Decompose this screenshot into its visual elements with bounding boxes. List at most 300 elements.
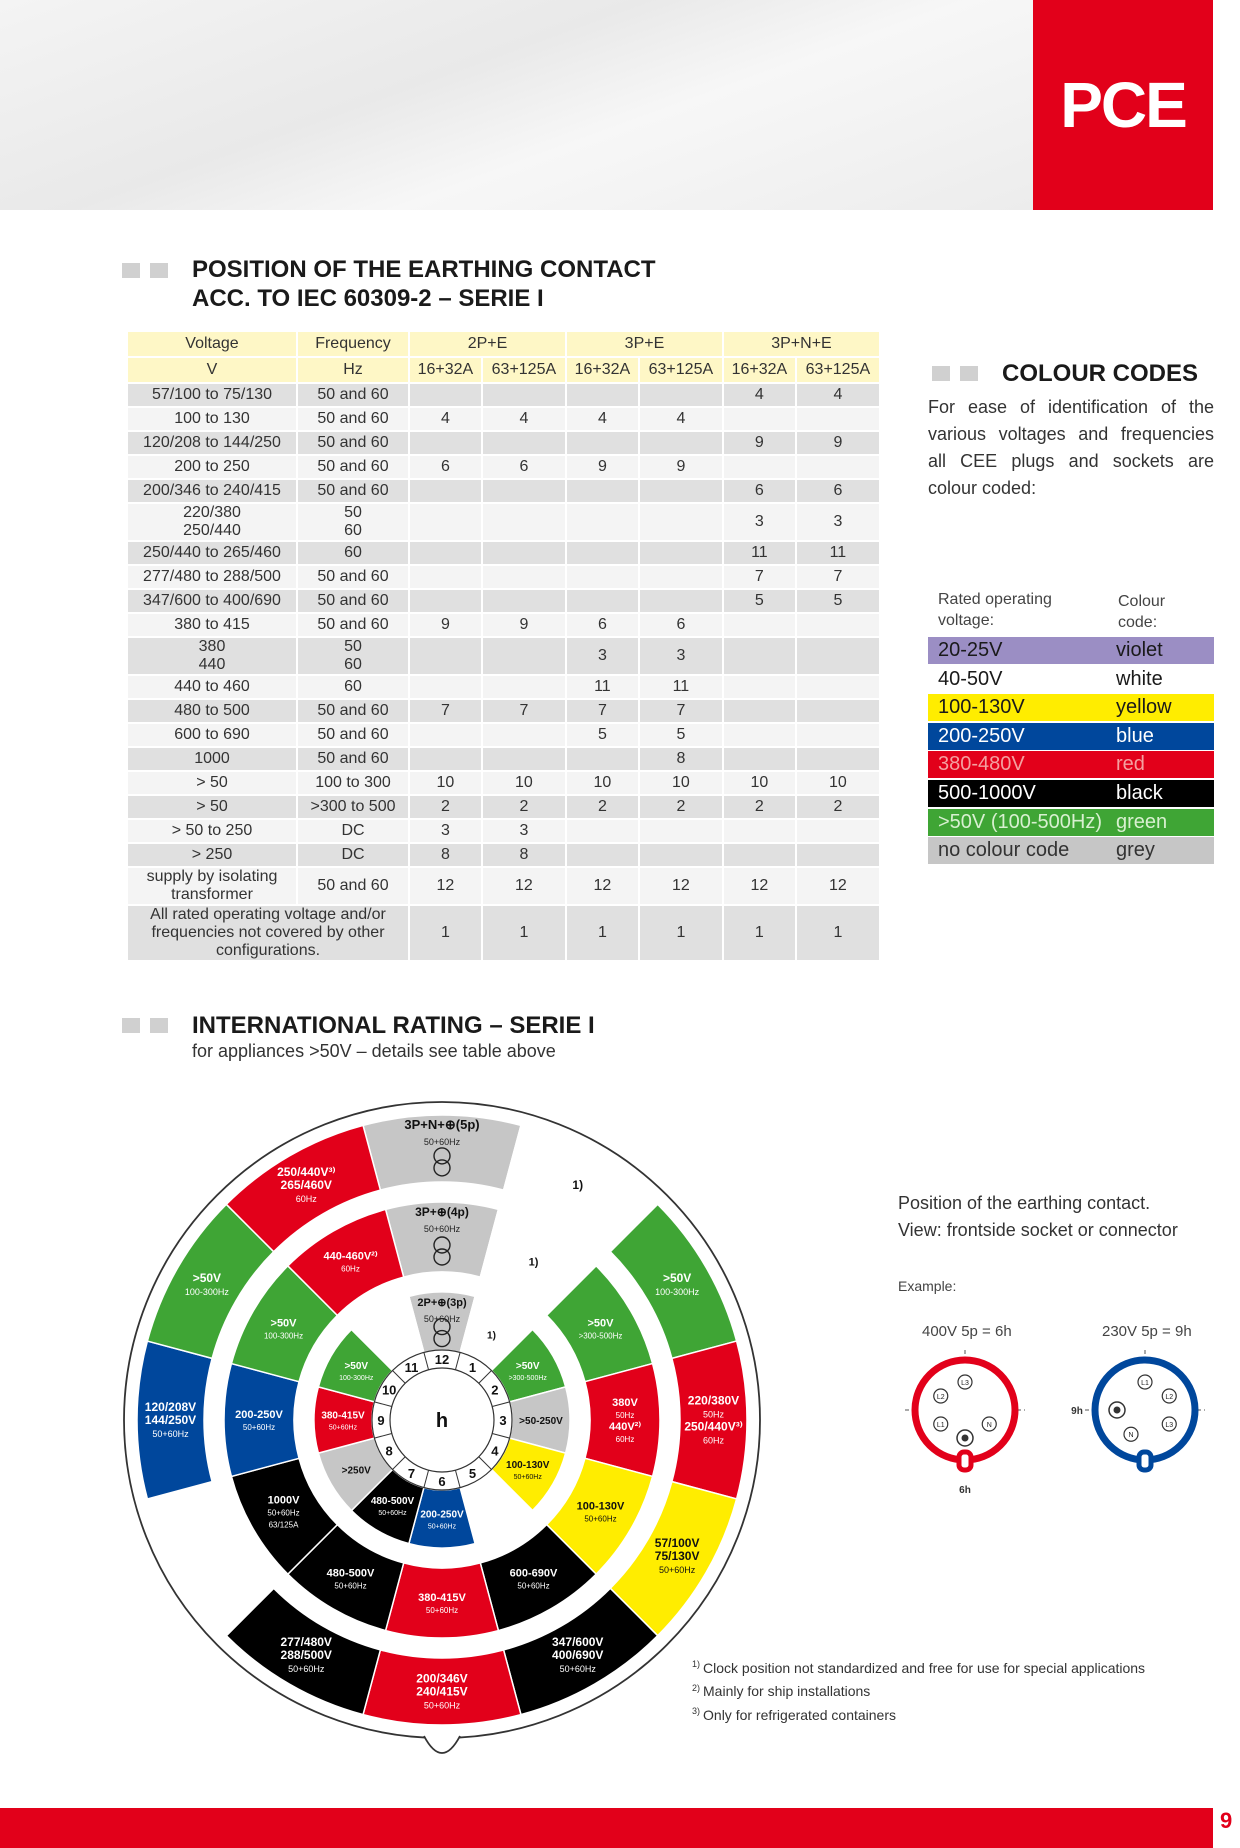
- table-cell: [724, 456, 795, 478]
- sector-label: 50+60Hz: [152, 1429, 189, 1439]
- table-cell: 6: [410, 456, 481, 478]
- pin-label: L2: [1165, 1394, 1174, 1401]
- table-cell: [410, 748, 481, 770]
- table-cell: 1: [797, 906, 879, 960]
- table-cell: 3: [724, 504, 795, 540]
- table-cell: > 250: [128, 844, 296, 866]
- colour-code-row: [928, 666, 1214, 693]
- clock-key-notch: [424, 1736, 460, 1753]
- sector-label: 380-415V: [321, 1410, 365, 1422]
- sector-label: 50+60Hz: [288, 1664, 325, 1675]
- table-cell: 12: [410, 868, 481, 904]
- table-cell: 5: [640, 724, 722, 746]
- table-cell: [567, 432, 638, 454]
- table-cell: 2: [724, 796, 795, 818]
- table-row: [128, 676, 879, 698]
- sector-label: >50V: [344, 1361, 369, 1372]
- colour-code-row: [928, 837, 1214, 864]
- table-cell: 6: [724, 480, 795, 502]
- table-row: [128, 432, 879, 454]
- table-cell: [567, 480, 638, 502]
- left-hour-label: 6h: [959, 1485, 971, 1496]
- footnote-mark: 2): [692, 1682, 701, 1693]
- table-cell: [797, 700, 879, 722]
- table-cell: [797, 820, 879, 842]
- table-cell: 480 to 500: [128, 700, 296, 722]
- sector-label: 50+60Hz: [242, 1423, 276, 1432]
- colour-voltage: 100-130V: [938, 696, 1025, 719]
- table-cell: [410, 724, 481, 746]
- table-cell: 250/440 to 265/460: [128, 542, 296, 564]
- table-cell: 6: [483, 456, 565, 478]
- table-cell: [724, 700, 795, 722]
- hz-label: 50+60Hz: [423, 1137, 461, 1147]
- table-cell: [640, 432, 722, 454]
- table-cell: [410, 638, 481, 674]
- sector-label: >50V: [662, 1270, 692, 1285]
- table-cell: [797, 638, 879, 674]
- table-row: [128, 542, 879, 564]
- sector-label: 440V²⁾: [608, 1421, 642, 1433]
- table-cell: 50 and 60: [298, 614, 408, 636]
- table-cell: 1: [640, 906, 722, 960]
- table-cell: 10: [640, 772, 722, 794]
- footnote-text: Only for refrigerated containers: [703, 1706, 896, 1723]
- table-cell: 5: [567, 724, 638, 746]
- colour-voltage: 200-250V: [938, 724, 1025, 747]
- sector-label: 220/380V: [687, 1393, 740, 1408]
- table-cell: 10: [483, 772, 565, 794]
- hour-number: 11: [404, 1360, 419, 1376]
- sector-label: 480-500V: [370, 1496, 415, 1508]
- sector-label: 1): [528, 1256, 539, 1269]
- table-cell: [724, 748, 795, 770]
- table-cell: supply by isolating transformer: [128, 868, 296, 904]
- table-row: [128, 844, 879, 866]
- table-cell: 5: [797, 590, 879, 612]
- subheader-cell: 16+32A: [567, 358, 638, 382]
- sector-label: 380-415V: [418, 1592, 466, 1604]
- table-cell: 3: [410, 820, 481, 842]
- table-cell: [410, 676, 481, 698]
- sector-label: 380V: [612, 1397, 638, 1409]
- table-cell: [410, 480, 481, 502]
- sector-label: >50V: [192, 1270, 222, 1285]
- table-cell: [640, 590, 722, 612]
- hour-number: 8: [385, 1443, 393, 1459]
- mid-ring-title: 3P+⊕(4p): [415, 1205, 469, 1219]
- table-cell: 50 and 60: [298, 590, 408, 612]
- table-cell: 7: [410, 700, 481, 722]
- table-row: [128, 748, 879, 770]
- colour-voltage: 40-50V: [938, 667, 1003, 690]
- table-cell: [797, 456, 879, 478]
- hour-number: 5: [468, 1465, 477, 1481]
- earthing-position-note: Position of the earthing contact. View: frontside socket or connector: [898, 1193, 1178, 1240]
- colour-voltage: >50V (100-500Hz): [938, 810, 1102, 833]
- table-header-row-2: [128, 358, 879, 382]
- table-cell: 50 and 60: [298, 432, 408, 454]
- table-cell: [640, 384, 722, 406]
- example-label: Example:: [898, 1278, 957, 1294]
- sector-label: 100-300Hz: [184, 1286, 229, 1297]
- footnote: [692, 1701, 1145, 1725]
- example-right-caption: 230V 5p = 9h: [1102, 1323, 1192, 1340]
- table-cell: All rated operating voltage and/or frequencies not covered by other configurations.: [128, 906, 408, 960]
- table-cell: 3: [797, 504, 879, 540]
- table-cell: [724, 676, 795, 698]
- table-cell: 7: [797, 566, 879, 588]
- sector-label: 50+60Hz: [513, 1474, 542, 1481]
- table-cell: 12: [483, 868, 565, 904]
- pin-label: N: [1128, 1432, 1134, 1440]
- table-cell: [567, 820, 638, 842]
- example-left-caption: 400V 5p = 6h: [922, 1323, 1012, 1340]
- brand-logo: PCE: [1033, 0, 1213, 210]
- sector-label: 1000V: [267, 1494, 300, 1507]
- colour-voltage: 20-25V: [938, 639, 1003, 661]
- table-row: [128, 820, 879, 842]
- table-cell: 11: [567, 676, 638, 698]
- table-cell: 11: [640, 676, 722, 698]
- table-cell: 1000: [128, 748, 296, 770]
- table-cell: 9: [567, 456, 638, 478]
- sector-label: 240/415V: [416, 1684, 468, 1699]
- table-cell: DC: [298, 844, 408, 866]
- colour-code-row: [928, 780, 1214, 807]
- sector-label: 265/460V: [280, 1177, 332, 1192]
- table-cell: 1: [483, 906, 565, 960]
- mid-ring-sector: [585, 1364, 660, 1477]
- table-cell: [640, 504, 722, 540]
- pin-label: L3: [1165, 1422, 1174, 1429]
- socket-key: [1139, 1452, 1151, 1470]
- table-row: [128, 724, 879, 746]
- section-bullet: [932, 366, 978, 381]
- pin-label: L2: [936, 1394, 945, 1401]
- table-cell: [797, 614, 879, 636]
- table-cell: 7: [567, 700, 638, 722]
- table-cell: 9: [797, 432, 879, 454]
- table-cell: [567, 590, 638, 612]
- hz-label: 50+60Hz: [423, 1314, 461, 1324]
- sector-label: 100-300Hz: [655, 1286, 700, 1297]
- colour-name: white: [1116, 667, 1163, 690]
- table-cell: 3: [640, 638, 722, 674]
- subheader-cell: Hz: [298, 358, 408, 382]
- sector-label: 250/440V³⁾: [277, 1164, 336, 1179]
- table-cell: 10: [410, 772, 481, 794]
- table-cell: 50 and 60: [298, 384, 408, 406]
- footnote-mark: 3): [692, 1706, 701, 1717]
- page-number: 9: [1220, 1808, 1233, 1833]
- sector-label: 50+60Hz: [425, 1606, 459, 1615]
- table-cell: 7: [724, 566, 795, 588]
- footnotes: [692, 1654, 1145, 1725]
- pin-label: L1: [1141, 1380, 1149, 1387]
- table-cell: 6: [567, 614, 638, 636]
- table-cell: 9: [410, 614, 481, 636]
- table-cell: [567, 504, 638, 540]
- table-cell: [483, 748, 565, 770]
- table-cell: [567, 566, 638, 588]
- sector-label: 100-300Hz: [339, 1375, 374, 1382]
- table-cell: 12: [567, 868, 638, 904]
- table-cell: 11: [797, 542, 879, 564]
- clock-diagram: [122, 1080, 762, 1800]
- table-row: [128, 384, 879, 406]
- table-header-row-1: [128, 332, 879, 356]
- table-cell: 10: [724, 772, 795, 794]
- table-cell: 347/600 to 400/690: [128, 590, 296, 612]
- sector-label: 50Hz: [702, 1409, 725, 1420]
- sector-label: 144/250V: [144, 1413, 197, 1427]
- colour-name: green: [1116, 810, 1168, 833]
- section1-title: POSITION OF THE EARTHING CONTACT ACC. TO IEC 60309-2 – SERIE I: [192, 256, 656, 312]
- table-cell: [410, 590, 481, 612]
- table-cell: 2: [567, 796, 638, 818]
- hour-number: 6: [438, 1474, 446, 1489]
- table-cell: 8: [410, 844, 481, 866]
- table-cell: [483, 432, 565, 454]
- table-cell: [724, 638, 795, 674]
- table-cell: [410, 504, 481, 540]
- section-bullet: [122, 263, 168, 278]
- table-cell: [410, 432, 481, 454]
- table-cell: [640, 820, 722, 842]
- outer-ring-title: 3P+N+⊕(5p): [404, 1117, 480, 1132]
- table-cell: [640, 566, 722, 588]
- sector-label: >50V: [270, 1317, 297, 1330]
- sector-label: 50+60Hz: [517, 1581, 550, 1591]
- col-3pe: 3P+E: [567, 332, 722, 356]
- section2-title: INTERNATIONAL RATING – SERIE I: [192, 1012, 595, 1039]
- col-frequency: Frequency: [298, 332, 408, 356]
- table-cell: [483, 384, 565, 406]
- subheader-cell: 63+125A: [483, 358, 565, 382]
- hour-number: 12: [434, 1352, 450, 1367]
- colour-code-row: [928, 637, 1214, 664]
- table-cell: 2: [483, 796, 565, 818]
- footnote-text: Clock position not standardized and free for use for special applications: [703, 1659, 1146, 1676]
- col-3pne: 3P+N+E: [724, 332, 879, 356]
- table-cell: 380 to 415: [128, 614, 296, 636]
- colour-codes-text: For ease of identification of the various voltages and frequencies all CEE plugs and sockets are colour coded:: [928, 397, 1214, 498]
- earthing-position-table: [126, 330, 881, 962]
- sector-label: 100-300Hz: [263, 1331, 304, 1341]
- sector-label: >250V: [341, 1465, 371, 1477]
- colour-col-voltage: Rated operating voltage:: [938, 591, 1052, 629]
- table-cell: [724, 844, 795, 866]
- table-row: [128, 590, 879, 612]
- table-cell: [483, 590, 565, 612]
- table-cell: 12: [640, 868, 722, 904]
- sector-label: >300-500Hz: [578, 1331, 623, 1341]
- sector-label: 1): [487, 1330, 496, 1342]
- table-row: [128, 772, 879, 794]
- table-cell: [567, 542, 638, 564]
- table-cell: 4: [640, 408, 722, 430]
- hz-label: 50+60Hz: [423, 1224, 461, 1234]
- sector-label: 288/500V: [280, 1648, 332, 1663]
- sector-label: 277/480V: [280, 1635, 332, 1650]
- table-cell: 6: [640, 614, 722, 636]
- sector-label: >50V: [515, 1361, 540, 1372]
- colour-col-code: Colour code:: [1118, 593, 1166, 631]
- socket-key: [959, 1452, 971, 1470]
- table-row: [128, 796, 879, 818]
- colour-code-row: [928, 694, 1214, 721]
- table-cell: 9: [483, 614, 565, 636]
- table-cell: 57/100 to 75/130: [128, 384, 296, 406]
- table-cell: 60: [298, 542, 408, 564]
- table-cell: 50 60: [298, 504, 408, 540]
- hour-number: 1: [468, 1360, 477, 1376]
- table-cell: 7: [483, 700, 565, 722]
- table-cell: [724, 724, 795, 746]
- table-cell: 50 and 60: [298, 408, 408, 430]
- sector-label: 100-130V: [576, 1500, 625, 1513]
- sector-label: 440-460V²⁾: [323, 1250, 378, 1263]
- table-cell: [797, 724, 879, 746]
- table-cell: [724, 614, 795, 636]
- hour-number: 4: [491, 1443, 499, 1459]
- sector-label: 50+60Hz: [427, 1523, 457, 1531]
- table-cell: 2: [797, 796, 879, 818]
- table-cell: [483, 480, 565, 502]
- sector-label: 200/346V: [416, 1671, 468, 1686]
- table-cell: [567, 384, 638, 406]
- colour-name: red: [1116, 753, 1145, 776]
- table-cell: 50 and 60: [298, 724, 408, 746]
- sector-label: >300-500Hz: [508, 1375, 547, 1382]
- hour-number: 9: [377, 1413, 385, 1428]
- colour-code-row: [928, 723, 1214, 750]
- sector-label: 50+60Hz: [267, 1508, 300, 1518]
- sector-label: 50+60Hz: [584, 1514, 617, 1524]
- colour-name: grey: [1116, 839, 1155, 862]
- table-cell: 120/208 to 144/250: [128, 432, 296, 454]
- pin-label: L3: [961, 1380, 969, 1387]
- table-cell: [483, 638, 565, 674]
- table-cell: 9: [640, 456, 722, 478]
- subheader-cell: 16+32A: [724, 358, 795, 382]
- table-cell: [410, 566, 481, 588]
- table-cell: 3: [567, 638, 638, 674]
- earth-pin-icon: [962, 1435, 969, 1442]
- table-cell: 12: [797, 868, 879, 904]
- table-row: [128, 906, 879, 960]
- table-cell: 7: [640, 700, 722, 722]
- table-cell: [797, 748, 879, 770]
- colour-code-row: [928, 809, 1214, 836]
- table-cell: 8: [483, 844, 565, 866]
- section2-subtitle: for appliances >50V – details see table above: [192, 1041, 556, 1061]
- sector-label: 50+60Hz: [423, 1700, 461, 1711]
- sector-label: 50+60Hz: [559, 1664, 596, 1675]
- sector-label: 50+60Hz: [328, 1424, 358, 1432]
- subheader-cell: 16+32A: [410, 358, 481, 382]
- table-cell: 60: [298, 676, 408, 698]
- table-cell: DC: [298, 820, 408, 842]
- table-row: [128, 614, 879, 636]
- table-cell: [567, 748, 638, 770]
- table-row: [128, 700, 879, 722]
- table-row: [128, 566, 879, 588]
- center-h-label: h: [435, 1410, 449, 1432]
- sector-label: 50+60Hz: [658, 1564, 696, 1575]
- sector-label: 75/130V: [654, 1548, 700, 1563]
- table-cell: [483, 566, 565, 588]
- footnote-text: Mainly for ship installations: [703, 1683, 871, 1700]
- sector-label: >50V: [587, 1317, 614, 1330]
- colour-code-row: [928, 751, 1214, 778]
- sector-label: 63/125A: [268, 1520, 299, 1530]
- colour-codes-title: COLOUR CODES: [1002, 360, 1199, 387]
- table-cell: 10: [797, 772, 879, 794]
- inner-ring-title: 2P+⊕(3p): [417, 1297, 467, 1309]
- section-bullet: [122, 1018, 168, 1033]
- sector-label: >50-250V: [519, 1416, 563, 1427]
- table-cell: [797, 676, 879, 698]
- table-cell: > 50: [128, 772, 296, 794]
- table-cell: 10: [567, 772, 638, 794]
- table-cell: 6: [797, 480, 879, 502]
- table-cell: 4: [724, 384, 795, 406]
- table-cell: 220/380 250/440: [128, 504, 296, 540]
- table-cell: [797, 408, 879, 430]
- subheader-cell: 63+125A: [797, 358, 879, 382]
- table-cell: 4: [567, 408, 638, 430]
- table-cell: 380 440: [128, 638, 296, 674]
- footnote: [692, 1678, 1145, 1702]
- sector-label: 400/690V: [552, 1648, 604, 1663]
- footer-bar: [0, 1808, 1213, 1848]
- table-row: [128, 456, 879, 478]
- table-cell: 50 and 60: [298, 700, 408, 722]
- table-cell: 4: [410, 408, 481, 430]
- earth-pin-icon: [1114, 1407, 1121, 1414]
- table-cell: 50 and 60: [298, 456, 408, 478]
- table-row: [128, 408, 879, 430]
- table-cell: 1: [410, 906, 481, 960]
- table-cell: >300 to 500: [298, 796, 408, 818]
- table-cell: 4: [797, 384, 879, 406]
- sector-label: 600-690V: [509, 1567, 558, 1580]
- table-cell: [483, 676, 565, 698]
- table-cell: [724, 408, 795, 430]
- table-cell: [640, 480, 722, 502]
- sector-label: 1): [572, 1177, 584, 1192]
- table-cell: [797, 844, 879, 866]
- table-cell: 4: [483, 408, 565, 430]
- table-cell: 2: [410, 796, 481, 818]
- table-cell: [410, 384, 481, 406]
- colour-voltage: no colour code: [938, 839, 1070, 862]
- sector-label: 200-250V: [235, 1409, 283, 1421]
- table-cell: [567, 844, 638, 866]
- table-cell: 50 and 60: [298, 748, 408, 770]
- sector-label: 50+60Hz: [334, 1581, 367, 1591]
- table-cell: 3: [483, 820, 565, 842]
- table-cell: [724, 820, 795, 842]
- table-row: [128, 868, 879, 904]
- sector-label: 100-130V: [506, 1460, 550, 1471]
- subheader-cell: V: [128, 358, 296, 382]
- table-cell: > 50: [128, 796, 296, 818]
- sector-label: 347/600V: [552, 1635, 604, 1650]
- sector-label: 60Hz: [295, 1193, 317, 1204]
